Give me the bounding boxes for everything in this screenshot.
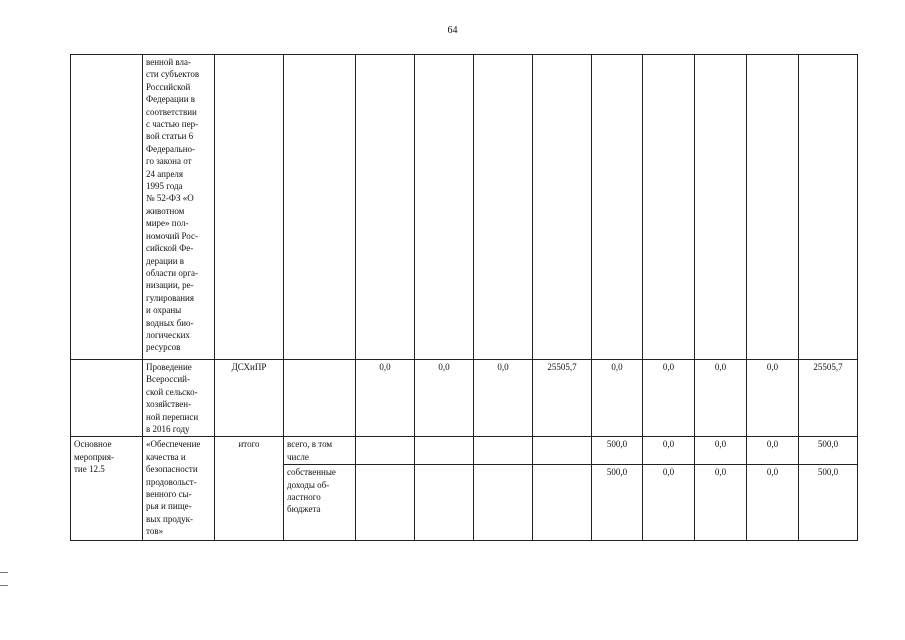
value-cell: [474, 465, 533, 541]
value-cell: 0,0: [643, 437, 695, 465]
value-cell: [356, 437, 415, 465]
value-cell: [747, 55, 799, 360]
page-number: 64: [447, 25, 458, 36]
value-cell: 0,0: [592, 360, 643, 437]
funding-source-cell: [284, 55, 356, 360]
value-cell: [474, 437, 533, 465]
measure-name-cell: Основное мероприя- тие 12.5: [71, 437, 143, 541]
table-row: [71, 360, 858, 437]
value-cell: [592, 55, 643, 360]
value-cell: 500,0: [799, 465, 858, 541]
value-cell: [474, 55, 533, 360]
value-cell: 0,0: [695, 437, 747, 465]
executor-cell: [215, 55, 284, 360]
value-cell: [356, 465, 415, 541]
measure-description-cell: «Обеспечение качества и безопасности продовольст- венного сы- рья и пище- вых продук- тов»: [143, 437, 215, 541]
value-cell: [533, 437, 592, 465]
program-table: [70, 54, 858, 541]
value-cell: 0,0: [747, 465, 799, 541]
measure-name-cell: [71, 55, 143, 360]
measure-description-cell: Проведение Всероссий- ской сельско- хозяйствен- ной переписи в 2016 году: [143, 360, 215, 437]
value-cell: 0,0: [356, 360, 415, 437]
value-cell: 0,0: [747, 437, 799, 465]
value-cell: 500,0: [592, 437, 643, 465]
value-cell: 25505,7: [799, 360, 858, 437]
value-cell: 0,0: [415, 360, 474, 437]
funding-source-cell: собственные доходы об- ластного бюджета: [284, 465, 356, 541]
value-cell: [356, 55, 415, 360]
value-cell: [415, 465, 474, 541]
funding-source-cell: [284, 360, 356, 437]
value-cell: 0,0: [643, 465, 695, 541]
measure-name-cell: [71, 360, 143, 437]
value-cell: [695, 55, 747, 360]
value-cell: 500,0: [799, 437, 858, 465]
value-cell: [415, 437, 474, 465]
value-cell: [799, 55, 858, 360]
executor-cell: итого: [215, 437, 284, 541]
value-cell: 0,0: [695, 360, 747, 437]
table-row: [71, 55, 858, 360]
table-row: [71, 437, 858, 465]
value-cell: 500,0: [592, 465, 643, 541]
value-cell: 0,0: [747, 360, 799, 437]
funding-source-cell: всего, в том числе: [284, 437, 356, 465]
value-cell: [415, 55, 474, 360]
value-cell: 0,0: [474, 360, 533, 437]
executor-cell: ДСХиПР: [215, 360, 284, 437]
measure-description-cell: венной вла- сти субъектов Российской Федерации в соответствии с частью пер- вой статьи 6 Федерально- го закона от 24 апреля 1995 года № 52-ФЗ «О животном мире» пол- номочий Рос- сийской Фе- дерации в области орга- низации, ре- гулирования и охраны водных био- логических ресурсов: [143, 55, 215, 360]
scan-edge-mark: [0, 572, 8, 573]
value-cell: [643, 55, 695, 360]
value-cell: [533, 465, 592, 541]
scan-edge-mark: [0, 585, 8, 586]
value-cell: [533, 55, 592, 360]
value-cell: 0,0: [643, 360, 695, 437]
value-cell: 25505,7: [533, 360, 592, 437]
value-cell: 0,0: [695, 465, 747, 541]
